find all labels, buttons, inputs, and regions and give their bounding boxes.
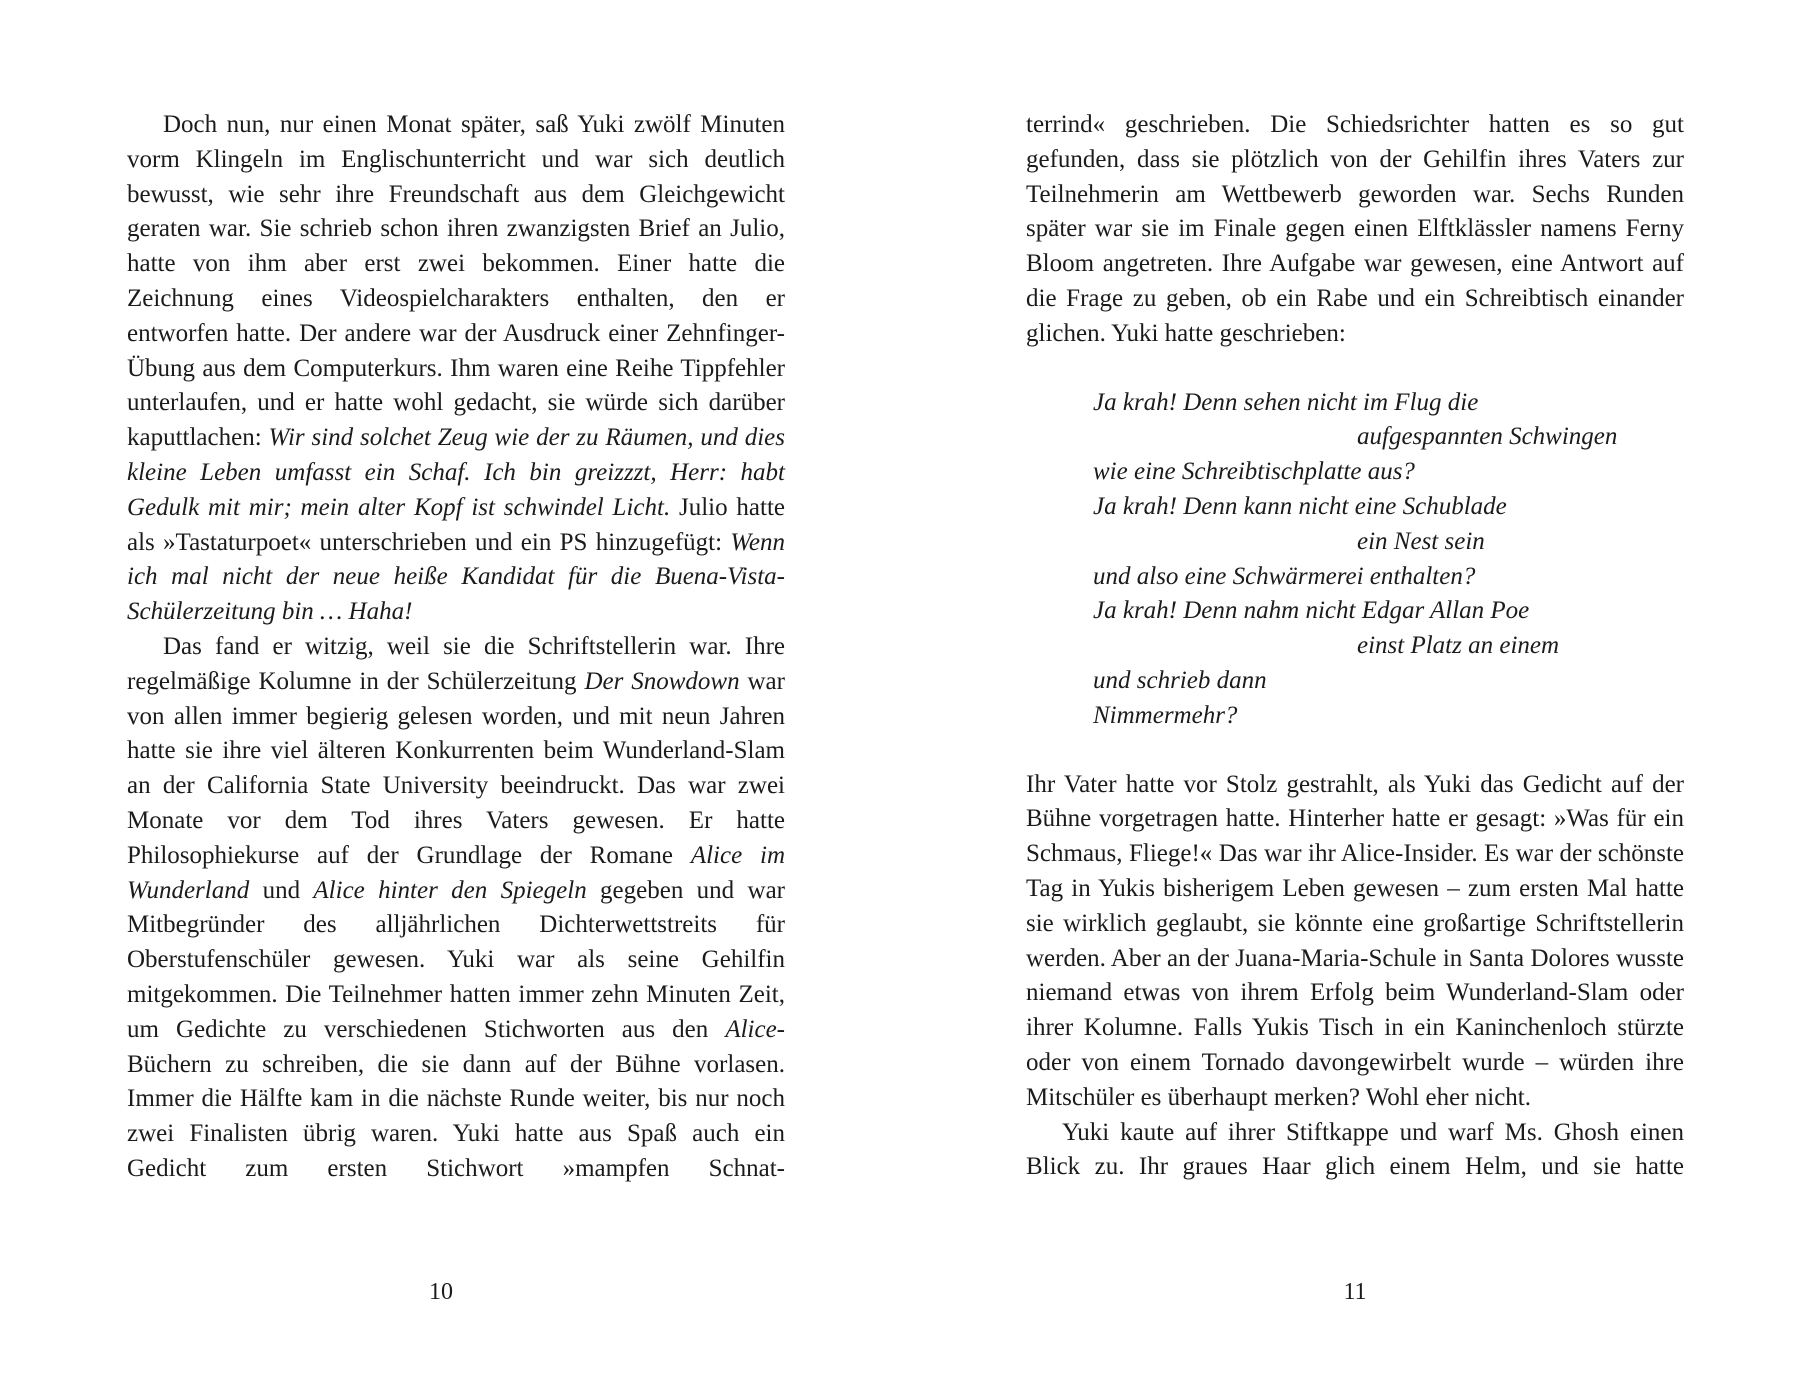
text-run: und xyxy=(249,876,314,904)
left-page-text xyxy=(127,108,785,1187)
italic-text: Alice hinter den Spiegeln xyxy=(313,876,587,904)
paragraph xyxy=(1026,108,1684,352)
text-run: Das fand er witzig, weil sie die Schriftstellerin war. Ihre regelmäßige Kolumne in der Schülerzeitung xyxy=(127,632,785,695)
poem-line: aufgespannten Schwingen xyxy=(1357,423,1618,451)
poem-line: einst Platz an einem xyxy=(1357,632,1560,660)
text-run: gegeben und war Mitbegründer des alljährlichen Dichterwettstreits für Oberstufenschüler gewesen. Yuki war als seine Gehilfin mitgekommen. Die Teilnehmer hatten immer zehn Minuten Zeit, um Gedichte zu verschiedenen Stichworten aus den xyxy=(127,876,785,1043)
text-run: Ihr Vater hatte vor Stolz gestrahlt, als Yuki das Gedicht auf der Bühne vorgetragen hatte. Hinterher hatte er gesagt: »Was für ein Schmaus, Fliege!« Das war ihr Alice-Insider. Es war der schönste Tag in Yukis bisherigem Leben gewesen – zum ersten Mal hatte sie wirklich geglaubt, sie könnte eine großartige Schriftstellerin werden. Aber an der Juana-Maria-Schule in Santa Dolores wusste niemand etwas von ihrem Erfolg beim Wunderland-Slam oder ihrer Kolumne. Falls Yukis Tisch in ein Kaninchenloch stürzte oder von einem Tornado davongewirbelt wurde – würden ihre Mitschüler es überhaupt merken? Wohl eher nicht. xyxy=(1026,770,1684,1111)
poem-line: Ja krah! Denn sehen nicht im Flug die xyxy=(1093,388,1479,416)
italic-text: Alice xyxy=(725,1015,777,1043)
poem-line: wie eine Schreibtischplatte aus? xyxy=(1093,458,1415,486)
poem xyxy=(1093,386,1684,734)
paragraph xyxy=(127,630,785,1187)
italic-text: Alice im Wunderland xyxy=(127,841,786,904)
text-run: -Büchern zu schreiben, die sie dann auf der Bühne vorlasen. Immer die Hälfte kam in die nächste Runde weiter, bis nur noch zwei Finalisten übrig waren. Yuki hatte aus Spaß auch ein Gedicht zum ersten Stichwort »mampfen Schnat- xyxy=(127,1015,785,1182)
page-number: 11 xyxy=(1343,1279,1367,1305)
italic-text: Der Snowdown xyxy=(584,667,740,695)
text-run: war von allen immer begierig gelesen worden, und mit neun Jahren hatte sie ihre viel älteren Konkurrenten beim Wunderland-Slam an der California State University beeindruckt. Das war zwei Monate vor dem Tod ihres Vaters gewesen. Er hatte Philosophiekurse auf der Grundlage der Romane xyxy=(127,667,785,869)
poem-line: Nimmermehr? xyxy=(1093,701,1238,729)
italic-text: Wir sind solchet Zeug wie der zu Räumen, und dies kleine Leben umfasst ein Schaf. Ich bin greizzzt, Herr: habt Gedulk mit mir; mein alter Kopf ist schwindel Licht. xyxy=(127,424,786,521)
poem-line: und schrieb dann xyxy=(1093,666,1267,694)
poem-line: und also eine Schwärmerei enthalten? xyxy=(1093,562,1476,590)
poem-line: Ja krah! Denn kann nicht eine Schublade xyxy=(1093,492,1507,520)
right-page-text xyxy=(1026,108,1684,1185)
text-run: Yuki kaute auf ihrer Stiftkappe und warf Ms. Ghosh einen Blick zu. Ihr graues Haar glich einem Helm, und sie hatte xyxy=(1026,1118,1684,1181)
paragraph xyxy=(1026,1116,1684,1186)
text-run: Julio hatte als »Tastaturpoet« unterschrieben und ein PS hinzugefügt: xyxy=(127,493,785,556)
paragraph xyxy=(1026,768,1684,1116)
paragraph xyxy=(127,108,785,630)
poem-line: Ja krah! Denn nahm nicht Edgar Allan Poe xyxy=(1093,597,1530,625)
text-run: terrind« geschrieben. Die Schiedsrichter hatten es so gut gefunden, dass sie plötzlich von der Gehilfin ihres Vaters zur Teilnehmerin am Wettbewerb geworden war. Sechs Runden später war sie im Finale gegen einen Elftklässler namens Ferny Bloom angetreten. Ihre Aufgabe war gewesen, eine Antwort auf die Frage zu geben, ob ein Rabe und ein Schreibtisch einander glichen. Yuki hatte geschrieben: xyxy=(1026,111,1684,347)
text-run: Doch nun, nur einen Monat später, saß Yuki zwölf Minuten vorm Klingeln im Englischunterricht und war sich deutlich bewusst, wie sehr ihre Freundschaft aus dem Gleichgewicht geraten war. Sie schrieb schon ihren zwanzigsten Brief an Julio, hatte von ihm aber erst zwei bekommen. Einer hatte die Zeichnung eines Videospielcharakters enthalten, den er entworfen hatte. Der andere war der Ausdruck einer Zehnfinger-Übung aus dem Computerkurs. Ihm waren eine Reihe Tippfehler unterlaufen, und er hatte wohl gedacht, sie würde sich darüber kaputtlachen: xyxy=(127,111,785,452)
page-number: 10 xyxy=(429,1279,453,1305)
poem-line: ein Nest sein xyxy=(1357,527,1485,555)
italic-text: Wenn ich mal nicht der neue heiße Kandidat für die Buena-Vista-Schülerzeitung bin … Haha! xyxy=(127,528,785,626)
